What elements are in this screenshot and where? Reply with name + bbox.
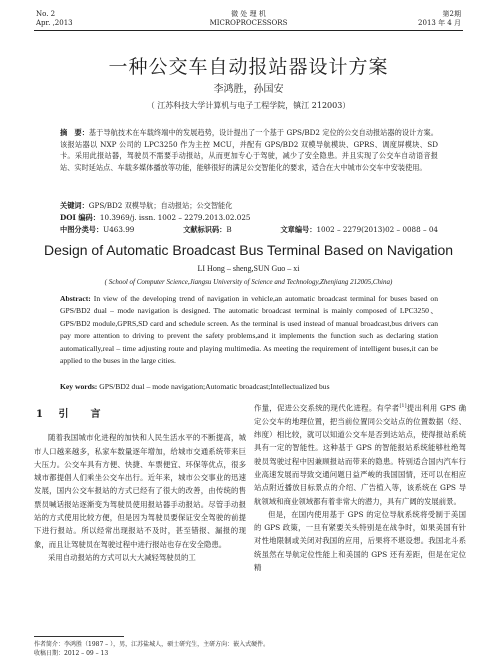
issue-number-cn: 第2期 <box>442 10 461 18</box>
keywords-cn <box>60 200 438 212</box>
paper-title-en: Design of Automatic Broadcast Bus Terminal Based on Navigation <box>43 242 454 258</box>
journal-title-en: MICROPROCESSORS <box>209 19 288 27</box>
body-paragraph: 随着我国城市化进程的加快和人民生活水平的不断提高，城市人口越来越多，私家车数量逐年增加，给城市交通系统带来巨大压力。公交车具有方便、快捷、车票便宜、环保等优点，很多城市都提倡人们乘坐公交车出行。近年来，城市公交事业的迅速发展，国内公交车报站的方式已经有了很大的改善，由传统的售票员喊话报站逐渐变为驾驶员使用报站器手动报站。尽管手动报站的方式使用比较方便，但是因为驾驶员要保证安全驾驶的前提下进行报站。所以经常出现报站不及时，甚至错报、漏报的现象，而且让驾驶员在驾驶过程中进行报站也存在安全隐患。 <box>34 433 246 549</box>
keywords-en-label: Key words: <box>60 382 98 391</box>
doi-label: DOI 编码： <box>60 213 100 222</box>
affiliation-en: ( School of Computer Science,Jiangsu University of Science and Technology,Zhenjiang 212005,China) <box>104 278 393 286</box>
abstract-en-label: Abstract: <box>60 294 91 303</box>
abstract-cn <box>60 127 438 173</box>
body-paragraph: 作量，促进公交系统的现代化进程。有学者[1]提出利用 GPS 确定公交车的地理位置，把当前位置同公交站点的位置数据（经、纬度）相比较，就可以知道公交车是否到达站点，使得报站系统具有一定的智能性。这种基于 GPS 的智能报站系统能够杜绝驾驶员驾驶过程中因兼顾报站而带来的隐患。特别适合国内汽车行业高速发展而导致交通问题日益严峻的我国国情，还可以在相应站点附近播放目标景点的介绍、广告植入等，该系统在 GPS 导航领域和商业领域都有着非常大的潜力，具有广阔的发展前景。 <box>254 403 466 506</box>
paper-title-cn: 一种公交车自动报站器设计方案 <box>108 56 389 78</box>
keywords-cn-text: GPS/BD2 双模导航；自动报站；公交智能化 <box>88 201 233 210</box>
affiliation-cn: （ 江苏科技大学计算机与电子工程学院，镇江 212003） <box>146 101 351 110</box>
abstract-cn-text: 基于导航技术在车载终端中的发展趋势，设计提出了一个基于 GPS/BD2 定位的公交自动报站器的设计方案。该报站器以 NXP 公司的 LPC3250 作为主控 MCU，并配有 GPS/BD2 双模导航模块、GPRS、调度屏模块、SD 卡。采用此报站器，驾驶员不需要手动报站，从而更加专心于驾驶，减少了安全隐患。并且实现了公交车自动语音报站、实时延站点、车载多媒体播放等功能，能够很好的满足公交智能化的要求，适合在大中城市公交车中安装使用。 <box>60 128 438 172</box>
doi-value: 10.3969/j. issn. 1002 – 2279.2013.02.025 <box>99 213 251 222</box>
issue-date: Apr. ,2013 <box>36 19 73 27</box>
article-number: 文章编号：1002 – 2279(2013)02 – 0088 – 04 <box>280 225 438 234</box>
abstract-en-text: In view of the developing trend of navigation in vehicle,an automatic broadcast terminal for buses based on GPS/BD2 dual – mode navigation is designed. The automatic broadcast terminal is mainly composed of LPC3250、GPS/BD2 module,GPRS,SD card and schedule screen. As the terminal is used instead of manual broadcast,bus drivers can pay more attention to driving to prevent the safety problems,and it implements the function such as declaring station automatically,real – time adjusting route and playing multimedia. As meeting the requirement of intelligent buses,it can be applied to the buses in the large cities. <box>60 294 438 366</box>
document-code: 文献标识码：B <box>183 225 232 234</box>
authors-cn: 李鸿胜，孙国安 <box>213 84 284 95</box>
footnote-divider <box>34 636 124 637</box>
footnote-author: 作者简介：李鸿胜（1987 – ），男，江苏盐城人，硕士研究生，主研方向：嵌入式硬件。 <box>34 641 270 648</box>
authors-en: LI Hong – sheng,SUN Guo – xi <box>197 264 300 273</box>
issue-number: No. 2 <box>36 10 56 18</box>
abstract-cn-label: 摘 要： <box>60 128 89 137</box>
body-paragraph: 采用自动报站的方式可以大大减轻驾驶员的工 <box>48 552 196 562</box>
body-column-left <box>34 400 246 564</box>
body-column-right <box>254 400 466 574</box>
keywords-cn-label: 关键词： <box>60 201 89 210</box>
doi-line <box>60 212 438 224</box>
issue-date-cn: 2013 年 4 月 <box>418 19 461 27</box>
footnote-received: 收稿日期：2012 – 09 – 13 <box>34 650 109 657</box>
clc-number: 中图分类号：U463.99 <box>60 225 135 234</box>
section-title: 引 言 <box>58 409 107 420</box>
classification-row <box>60 224 438 236</box>
keywords-en <box>60 381 438 393</box>
header-divider <box>34 30 463 31</box>
section-heading <box>36 408 246 421</box>
journal-title-cn: 微 处 理 机 <box>231 10 266 18</box>
abstract-en <box>60 293 438 367</box>
keywords-en-text: GPS/BD2 dual – mode navigation;Automatic broadcast;Intellectualized bus <box>99 382 330 391</box>
body-paragraph: 但是，在国内使用基于 GPS 的定位导航系统将受制于美国的 GPS 政策，一旦有紧要关头特别是在战争时，如果美国有针对性地限制或关闭对我国的应用，后果将不堪设想。我国北斗系统虽然在导航定位性能上和美国的 GPS 还有差距，但是在定位精 <box>254 509 466 573</box>
citation-ref: [1] <box>399 403 407 409</box>
running-header-right <box>418 10 461 28</box>
section-number: 1 <box>36 409 49 420</box>
